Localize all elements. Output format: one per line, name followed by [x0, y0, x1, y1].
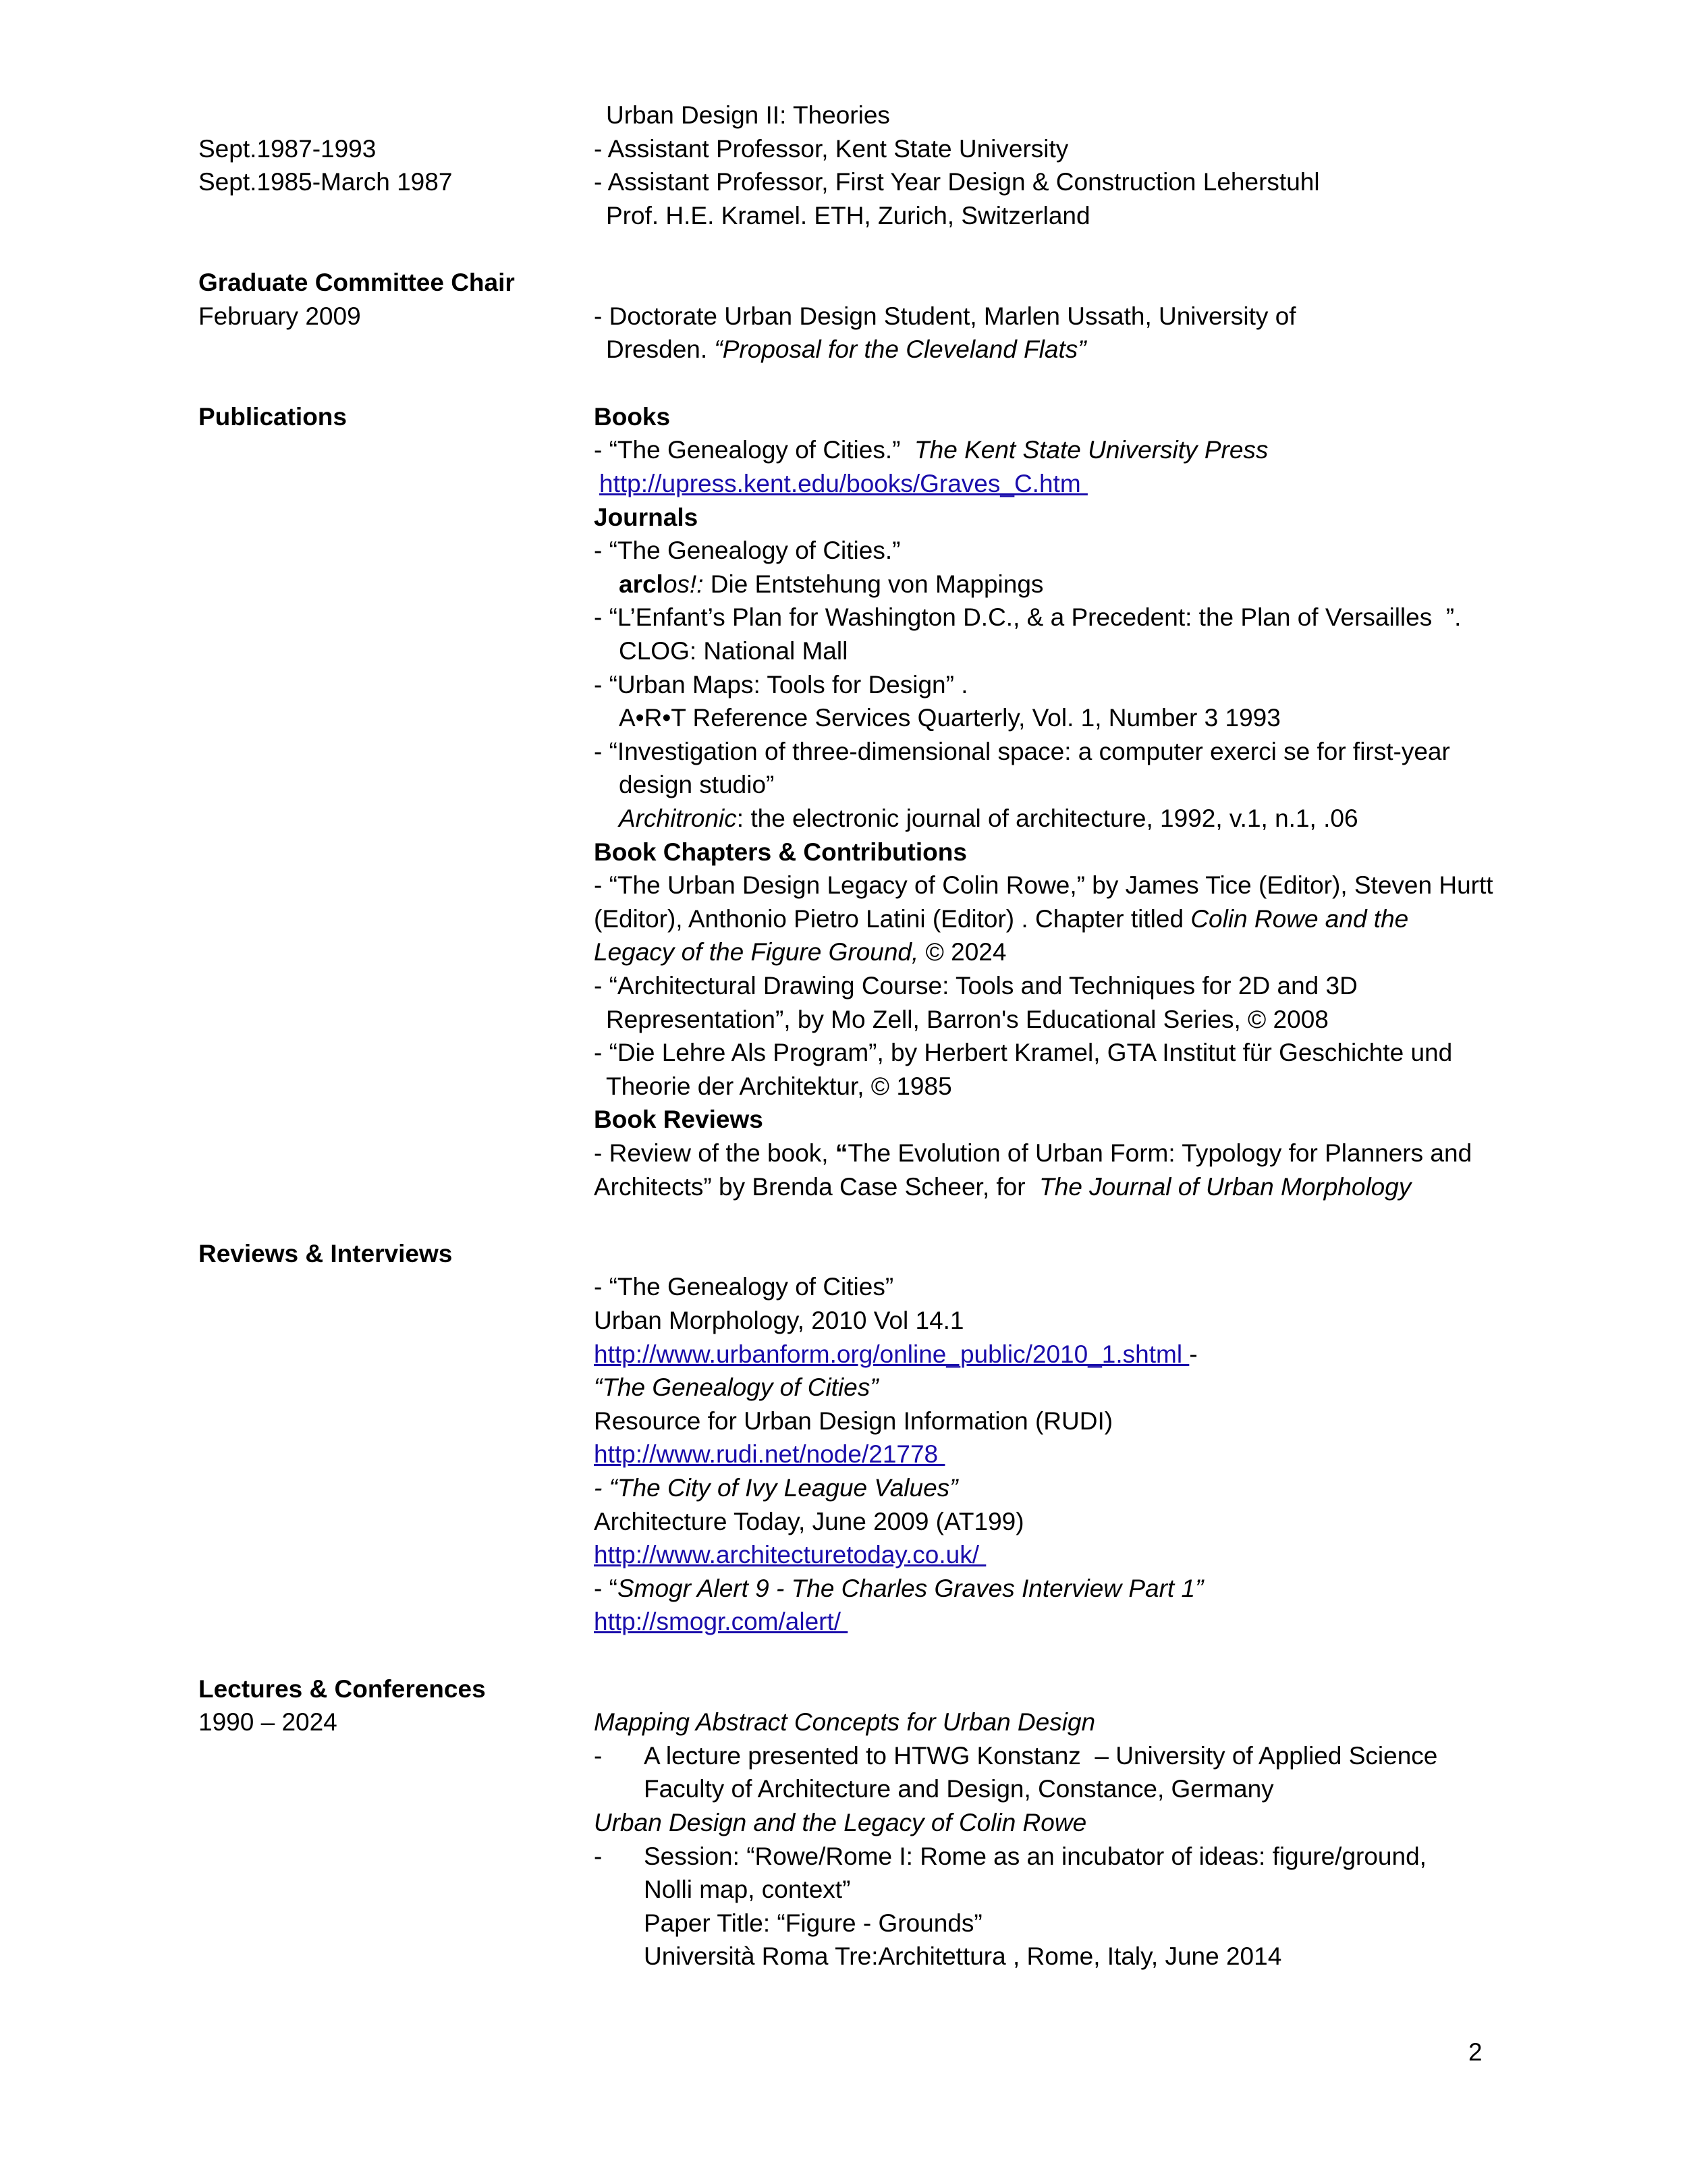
interview-7	[594, 1475, 958, 1500]
review-line1	[594, 1141, 1472, 1166]
journal-1-source-bold: arcl	[619, 570, 663, 598]
review-line2-a: Architects” by Brenda Case Scheer, for	[594, 1173, 1040, 1201]
lecture-2-line1: Session: “Rowe/Rome I: Rome as an incubator of ideas: figure/ground,	[644, 1842, 1427, 1870]
subheading-book-reviews: Book Reviews	[594, 1105, 763, 1133]
book-entry	[594, 437, 1268, 462]
section-heading-lectures: Lectures & Conferences	[198, 1675, 486, 1703]
date-eth: Sept.1985-March 1987	[198, 168, 453, 196]
journal-4-source	[619, 806, 1358, 831]
journal-4-title-cont: design studio”	[619, 771, 775, 798]
book-link-line[interactable]	[599, 471, 1088, 496]
page-number: 2	[1468, 2038, 1483, 2066]
chapter-1-line1: - “The Urban Design Legacy of Colin Rowe,” by James Tice (Editor), Steven Hurtt	[594, 871, 1493, 899]
lecture-2-line3: Paper Title: “Figure - Grounds”	[644, 1909, 983, 1937]
interview-7-dash: -	[594, 1474, 609, 1502]
interview-10	[594, 1576, 1203, 1601]
subheading-books: Books	[594, 403, 671, 431]
journal-4-source-italic: Architronic	[619, 804, 737, 832]
lecture-2-dash: -	[594, 1842, 603, 1870]
interview-10-end: ”	[1195, 1575, 1204, 1602]
lecture-1-line2: Faculty of Architecture and Design, Constance, Germany	[644, 1775, 1274, 1803]
review-line2	[594, 1174, 1411, 1199]
role-kent: - Assistant Professor, Kent State University	[594, 135, 1069, 163]
book-link[interactable]: http://upress.kent.edu/books/Graves_C.htm	[599, 470, 1088, 497]
role-eth: - Assistant Professor, First Year Design & Construction Leherstuhl	[594, 168, 1320, 196]
interview-link-line-2[interactable]	[594, 1442, 945, 1467]
chapter-2-line1: - “Architectural Drawing Course: Tools and Techniques for 2D and 3D	[594, 972, 1358, 1000]
chapter-3-line2: Theorie der Architektur, © 1985	[606, 1072, 952, 1100]
journal-1-source-italic: os!:	[663, 570, 704, 598]
subheading-journals: Journals	[594, 503, 698, 531]
lecture-1-title: Mapping Abstract Concepts for Urban Design	[594, 1708, 1096, 1736]
graduate-entry-cont	[606, 337, 1086, 362]
chapter-2-line2: Representation”, by Mo Zell, Barron's Educational Series, © 2008	[606, 1006, 1329, 1033]
journal-1-title: - “The Genealogy of Cities.”	[594, 537, 901, 564]
interview-8: Architecture Today, June 2009 (AT199)	[594, 1508, 1024, 1535]
chapter-1-line3	[594, 939, 1006, 964]
journal-3-source: A•R•T Reference Services Quarterly, Vol. 1, Number 3 1993	[619, 704, 1281, 732]
journal-2-title: - “L’Enfant’s Plan for Washington D.C., & a Precedent: the Plan of Versailles ”.	[594, 603, 1462, 631]
subheading-chapters: Book Chapters & Contributions	[594, 838, 967, 866]
interview-10-title: Smogr Alert 9 - The Charles Graves Interview Part 1	[617, 1575, 1196, 1602]
interview-1: - “The Genealogy of Cities”	[594, 1273, 894, 1301]
book-publisher: The Kent State University Press	[914, 436, 1269, 464]
chapter-1-line2-text: (Editor), Anthonio Pietro Latini (Editor) . Chapter titled	[594, 905, 1191, 933]
graduate-prefix: Dresden.	[606, 335, 715, 363]
interview-10-dash: - “	[594, 1575, 617, 1602]
chapter-1-line3-italic: Legacy of the Figure Ground,	[594, 938, 919, 966]
lecture-1-line1: A lecture presented to HTWG Konstanz – University of Applied Science	[644, 1742, 1438, 1770]
chapter-1-line2-italic: Colin Rowe and the	[1190, 905, 1409, 933]
interview-link-line-1[interactable]	[594, 1342, 1198, 1367]
interview-4: “The Genealogy of Cities”	[594, 1373, 879, 1401]
lecture-1-dash: -	[594, 1742, 603, 1770]
section-heading-publications: Publications	[198, 403, 347, 431]
journal-4-source-rest: : the electronic journal of architecture, 1992, v.1, n.1, .06	[736, 804, 1358, 832]
architecturetoday-link[interactable]: http://www.architecturetoday.co.uk/	[594, 1541, 987, 1568]
journal-1-source	[619, 572, 1043, 597]
rudi-link[interactable]: http://www.rudi.net/node/21778	[594, 1440, 945, 1468]
interview-link-line-4[interactable]	[594, 1609, 848, 1634]
lecture-2-title: Urban Design and the Legacy of Colin Rowe	[594, 1809, 1087, 1836]
journal-4-title: - “Investigation of three-dimensional space: a computer exerci se for first-year	[594, 738, 1450, 765]
section-heading-interviews: Reviews & Interviews	[198, 1240, 453, 1267]
graduate-thesis-title: “Proposal for the Cleveland Flats”	[714, 335, 1086, 363]
journal-3-title: - “Urban Maps: Tools for Design” .	[594, 671, 968, 699]
review-line1-a: - Review of the book,	[594, 1139, 835, 1167]
chapter-1-line3-text: © 2024	[918, 938, 1007, 966]
date-graduate: February 2009	[198, 302, 361, 330]
course-title: Urban Design II: Theories	[606, 101, 890, 129]
interview-5: Resource for Urban Design Information (RUDI)	[594, 1407, 1113, 1435]
interview-3-tail: -	[1189, 1340, 1198, 1368]
graduate-entry: - Doctorate Urban Design Student, Marlen Ussath, University of	[594, 302, 1296, 330]
interview-2: Urban Morphology, 2010 Vol 14.1	[594, 1307, 964, 1334]
smogr-link[interactable]: http://smogr.com/alert/	[594, 1608, 848, 1635]
chapter-1-line2	[594, 906, 1408, 931]
journal-2-source: CLOG: National Mall	[619, 637, 848, 665]
interview-link-line-3[interactable]	[594, 1542, 986, 1567]
review-line1-quote: “	[835, 1139, 848, 1167]
date-kent: Sept.1987-1993	[198, 135, 377, 163]
lecture-2-line4: Università Roma Tre:Architettura , Rome, Italy, June 2014	[644, 1942, 1282, 1970]
date-lectures: 1990 – 2024	[198, 1708, 337, 1736]
interview-7-title: “The City of Ivy League Values”	[609, 1474, 958, 1502]
urbanform-link[interactable]: http://www.urbanform.org/online_public/2010_1.shtml	[594, 1340, 1190, 1368]
section-heading-graduate: Graduate Committee Chair	[198, 269, 515, 296]
chapter-3-line1: - “Die Lehre Als Program”, by Herbert Kramel, GTA Institut für Geschichte und	[594, 1039, 1453, 1066]
role-eth-cont: Prof. H.E. Kramel. ETH, Zurich, Switzerland	[606, 202, 1090, 229]
review-line2-journal: The Journal of Urban Morphology	[1039, 1173, 1412, 1201]
lecture-2-line2: Nolli map, context”	[644, 1876, 851, 1903]
book-title: - “The Genealogy of Cities.”	[594, 436, 915, 464]
journal-1-source-rest: Die Entstehung von Mappings	[703, 570, 1044, 598]
review-line1-c: The Evolution of Urban Form: Typology for Planners and	[848, 1139, 1472, 1167]
